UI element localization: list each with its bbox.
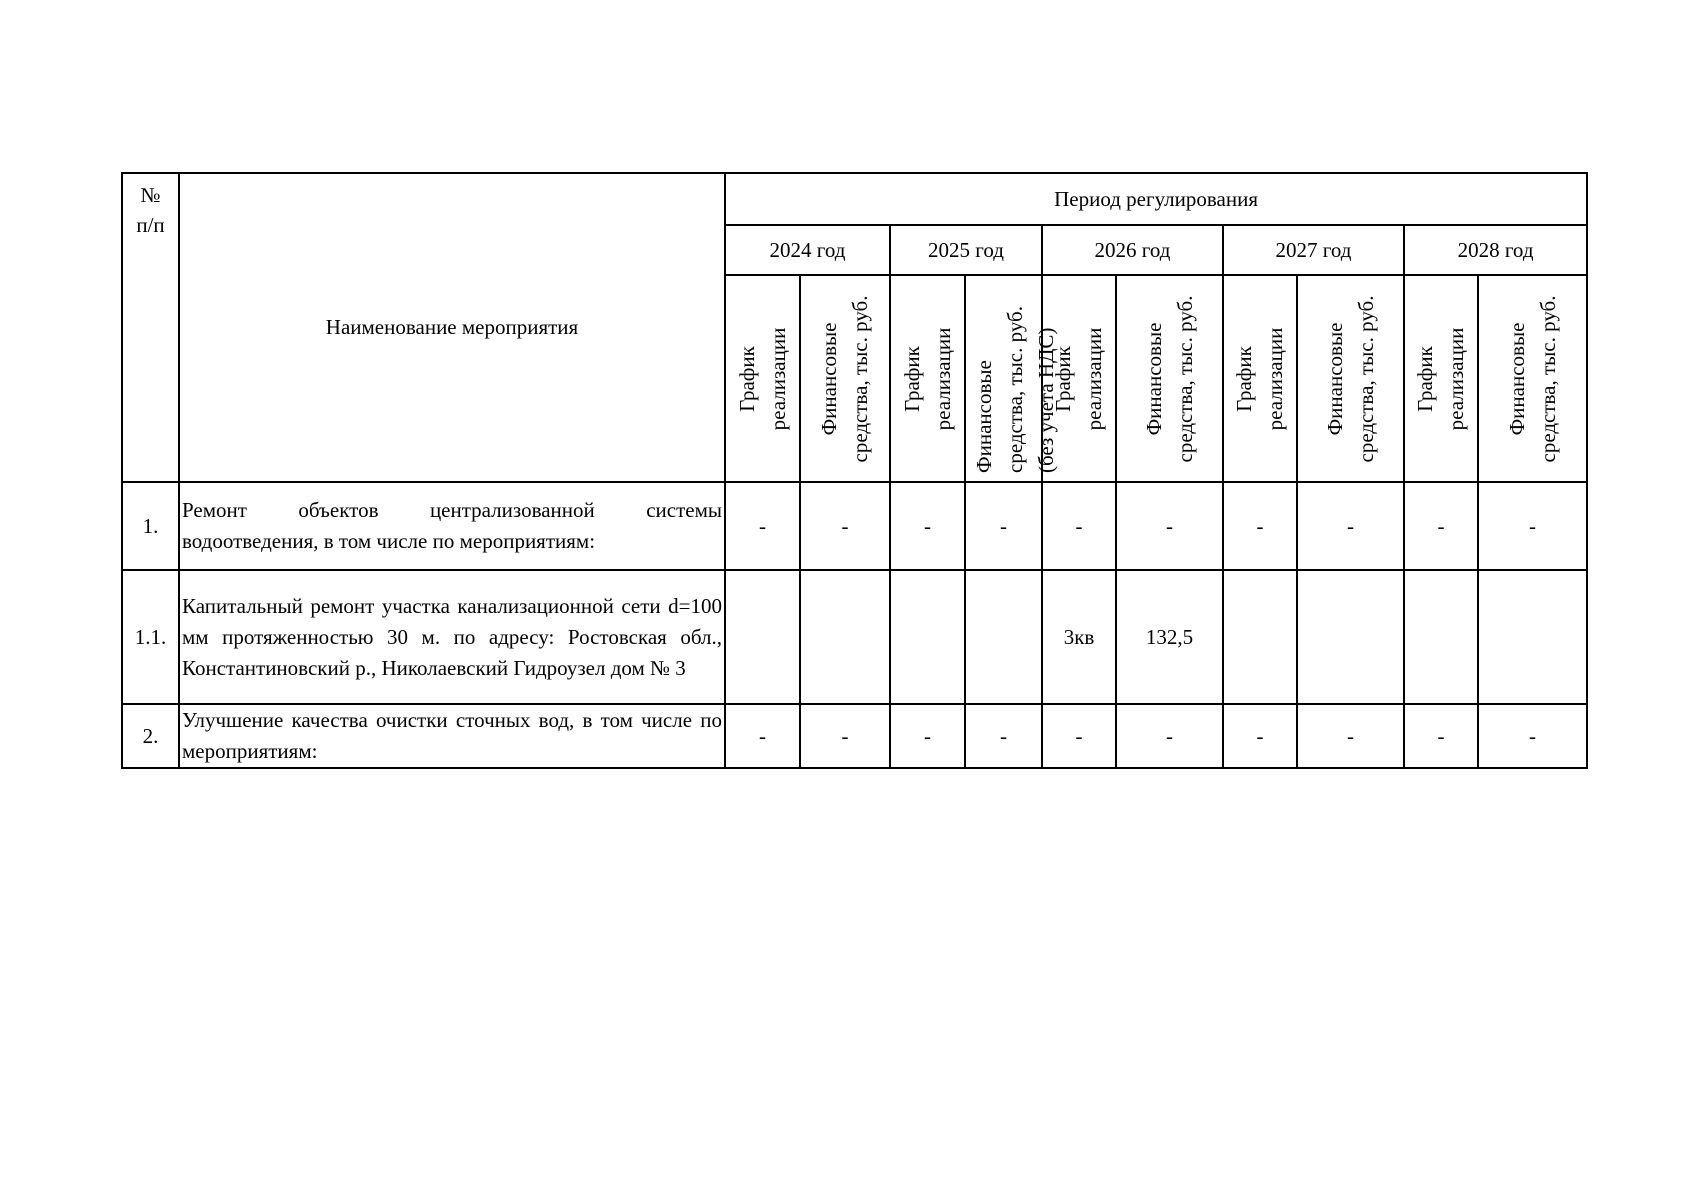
table-cell	[1223, 570, 1297, 704]
subheader-finance	[1478, 275, 1587, 482]
subheader-schedule-text: График реализации	[1232, 327, 1287, 430]
subheader-finance-text: Финансовые средства, тыс. руб.	[817, 295, 872, 462]
table-cell: -	[1297, 704, 1404, 768]
column-header-number: № п/п	[122, 173, 179, 482]
subheader-finance-text: Финансовые средства, тыс. руб.	[1322, 295, 1378, 462]
subheader-finance	[1116, 275, 1223, 482]
subheader-finance	[800, 275, 890, 482]
subheader-schedule	[1404, 275, 1478, 482]
table-cell: -	[800, 704, 890, 768]
year-header: 2025 год	[890, 225, 1042, 275]
table-cell: -	[725, 482, 800, 570]
table-cell	[800, 570, 890, 704]
subheader-finance-text: Финансовые средства, тыс. руб.	[1504, 295, 1560, 462]
year-header: 2028 год	[1404, 225, 1587, 275]
table-cell: -	[1116, 482, 1223, 570]
table-cell: 132,5	[1116, 570, 1223, 704]
row-name: Улучшение качества очистки сточных вод, в том числе по мероприятиям:	[179, 704, 725, 768]
table-cell: -	[1223, 704, 1297, 768]
table-cell	[890, 570, 965, 704]
table-cell: -	[1404, 482, 1478, 570]
row-number: 1.1.	[122, 570, 179, 704]
table-cell: -	[1042, 482, 1116, 570]
year-header: 2026 год	[1042, 225, 1223, 275]
table-cell	[1404, 570, 1478, 704]
table-row	[122, 570, 1587, 704]
table-cell: -	[965, 704, 1042, 768]
column-header-name: Наименование мероприятия	[179, 173, 725, 482]
investment-plan-table	[121, 172, 1588, 769]
table-cell	[1297, 570, 1404, 704]
subheader-schedule-text: График реализации	[899, 327, 955, 430]
table-cell: -	[890, 704, 965, 768]
subheader-schedule	[725, 275, 800, 482]
row-number: 2.	[122, 704, 179, 768]
table-row	[122, 704, 1587, 768]
column-header-period: Период регулирования	[725, 173, 1587, 225]
table-cell: 3кв	[1042, 570, 1116, 704]
subheader-finance	[965, 275, 1058, 482]
table-cell: -	[1404, 704, 1478, 768]
table-cell: -	[965, 482, 1042, 570]
subheader-schedule-text: График реализации	[734, 327, 790, 430]
subheader-schedule-text: График реализации	[1051, 327, 1106, 430]
table-cell: -	[1116, 704, 1223, 768]
subheader-schedule	[1042, 275, 1116, 482]
table-cell	[1478, 570, 1587, 704]
header-row-period	[122, 173, 1587, 225]
subheader-finance-text: Финансовые средства, тыс. руб.	[1141, 295, 1197, 462]
table-cell: -	[1478, 704, 1587, 768]
row-name: Капитальный ремонт участка канализационной сети d=100 мм протяженностью 30 м. по адресу: Ростовская обл., Константиновский р., Николаевский Гидроузел дом № 3	[179, 570, 725, 704]
table-cell	[965, 570, 1042, 704]
subheader-schedule	[1223, 275, 1297, 482]
table-cell: -	[800, 482, 890, 570]
year-header: 2027 год	[1223, 225, 1404, 275]
year-header: 2024 год	[725, 225, 890, 275]
table-cell: -	[1297, 482, 1404, 570]
table-row	[122, 482, 1587, 570]
table-cell: -	[1478, 482, 1587, 570]
row-name: Ремонт объектов централизованной системы водоотведения, в том числе по мероприятиям:	[179, 482, 725, 570]
table-cell: -	[1223, 482, 1297, 570]
subheader-finance	[1297, 275, 1404, 482]
table-cell: -	[1042, 704, 1116, 768]
subheader-schedule-text: График реализации	[1413, 327, 1468, 430]
table-cell: -	[890, 482, 965, 570]
row-number: 1.	[122, 482, 179, 570]
subheader-finance-text: Финансовые средства, тыс. руб. (без учета НДС)	[971, 305, 1058, 473]
table-cell: -	[725, 704, 800, 768]
subheader-schedule	[890, 275, 965, 482]
table-cell	[725, 570, 800, 704]
